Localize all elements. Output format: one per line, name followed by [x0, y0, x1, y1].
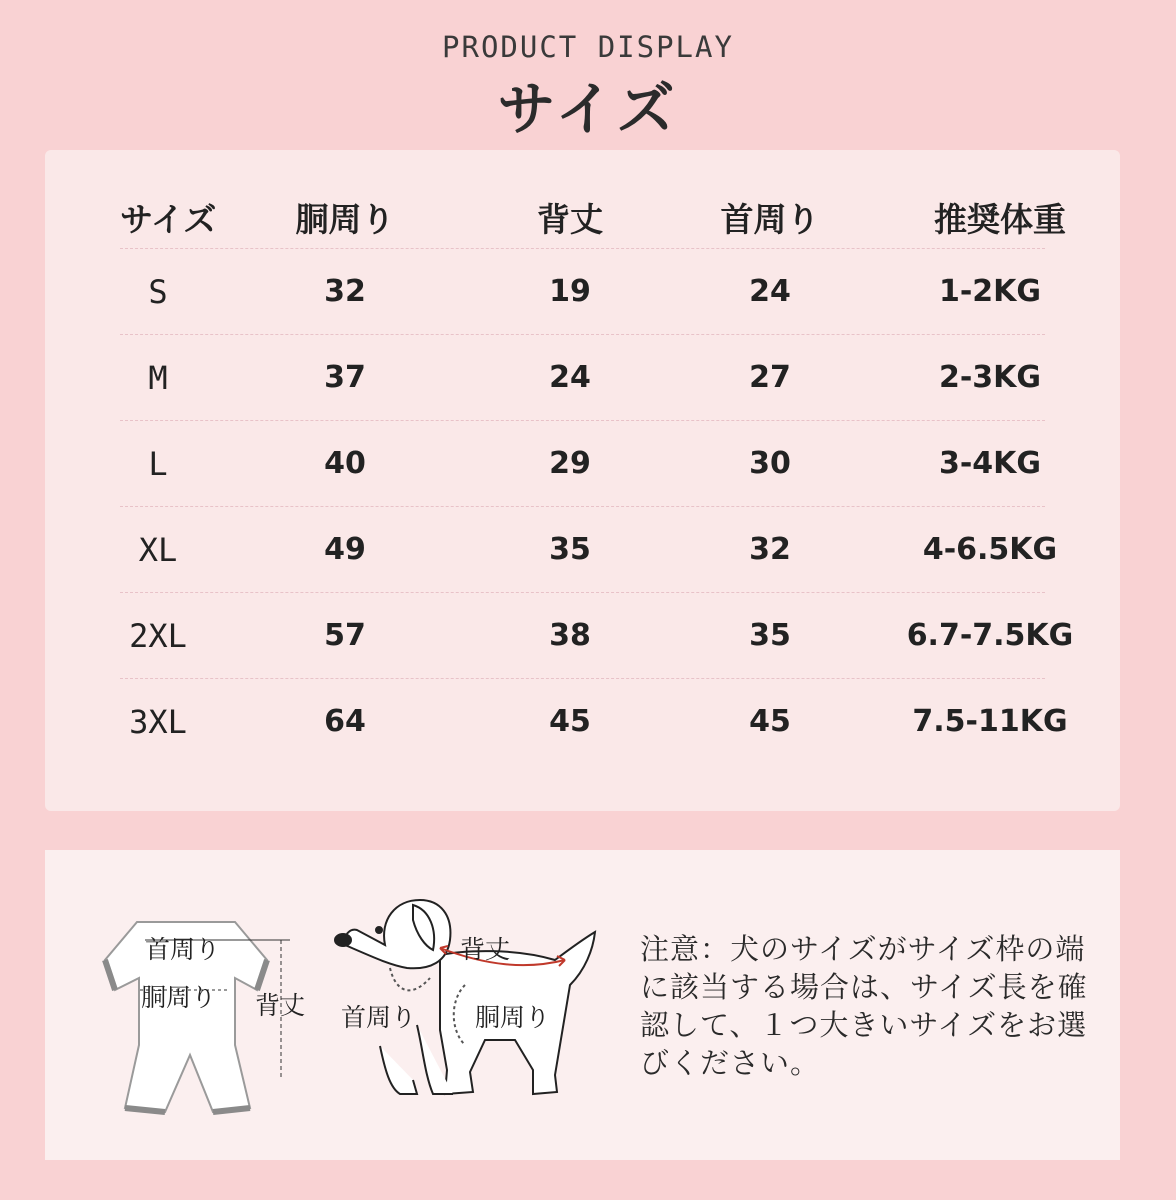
chest-cell: 32 [324, 274, 366, 309]
weight-cell: 1-2KG [938, 274, 1042, 309]
table-row [120, 507, 1058, 593]
length-cell: 38 [549, 618, 591, 653]
chest-cell: 49 [324, 532, 366, 567]
neck-cell: 35 [749, 618, 791, 653]
size-table [120, 190, 1074, 764]
weight-cell: 3-4KG [938, 446, 1042, 481]
length-cell: 35 [549, 532, 591, 567]
chest-cell: 40 [324, 446, 366, 481]
table-row [120, 679, 1068, 764]
measurement-guide-panel [45, 850, 1120, 1160]
weight-cell: 6.7-7.5KG [906, 618, 1074, 653]
neck-cell: 45 [749, 704, 791, 739]
dog-neck-label: 首周り [341, 1003, 417, 1032]
size-cell: 2XL [129, 616, 187, 655]
column-header-neck: 首周り [720, 200, 820, 239]
table-row [120, 335, 1045, 421]
neck-cell: 32 [749, 532, 791, 567]
length-cell: 24 [549, 360, 591, 395]
table-row [120, 421, 1045, 507]
size-note: 注意：犬のサイズがサイズ枠の端に該当する場合は、サイズ長を確認して、１つ大きいサイズをお選びください。 [640, 932, 1088, 1080]
table-row [120, 249, 1045, 335]
size-cell: M [148, 358, 168, 397]
table-header-row [120, 190, 1066, 249]
size-table-panel [45, 150, 1120, 811]
weight-cell: 4-6.5KG [922, 532, 1058, 567]
weight-cell: 2-3KG [938, 360, 1042, 395]
size-cell: L [148, 444, 168, 483]
chest-cell: 57 [324, 618, 366, 653]
size-cell: S [148, 272, 168, 311]
length-cell: 19 [549, 274, 591, 309]
column-header-length: 背丈 [537, 200, 603, 239]
neck-cell: 27 [749, 360, 791, 395]
page-title: サイズ [497, 75, 679, 143]
garment-chest-label: 胴周り [141, 983, 217, 1012]
chest-cell: 37 [324, 360, 366, 395]
weight-cell: 7.5-11KG [912, 704, 1068, 739]
garment-length-label: 背丈 [255, 991, 306, 1020]
column-header-chest: 胴周り [295, 200, 395, 239]
dog-length-label: 背丈 [460, 935, 511, 964]
size-cell: 3XL [129, 702, 187, 741]
table-row [120, 593, 1074, 679]
column-header-size: サイズ [120, 200, 217, 239]
chest-cell: 64 [324, 704, 366, 739]
eyebrow-text: PRODUCT DISPLAY [442, 30, 734, 64]
length-cell: 29 [549, 446, 591, 481]
size-cell: XL [138, 530, 178, 569]
header [0, 0, 1176, 150]
dog-chest-label: 胴周り [475, 1003, 551, 1032]
garment-neck-label: 首周り [145, 935, 221, 964]
neck-cell: 30 [749, 446, 791, 481]
length-cell: 45 [549, 704, 591, 739]
neck-cell: 24 [749, 274, 791, 309]
column-header-weight: 推奨体重 [934, 200, 1066, 239]
